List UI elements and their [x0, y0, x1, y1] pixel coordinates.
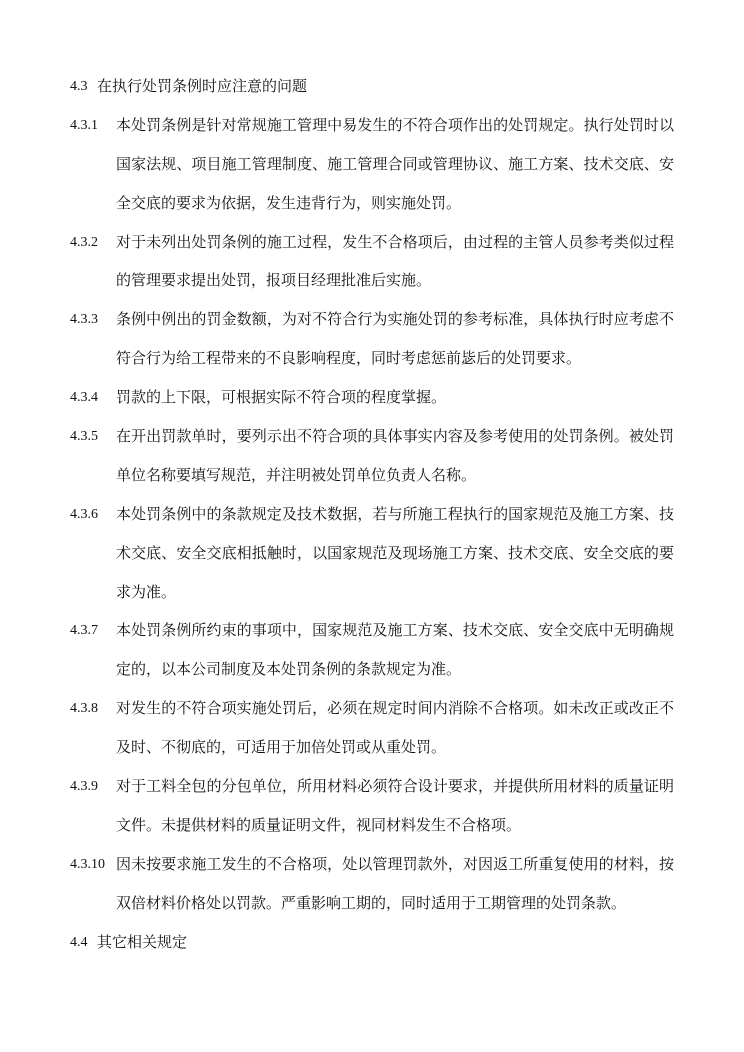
clause-text: 在执行处罚条例时应注意的问题: [97, 79, 308, 95]
clause-text: 单位名称要填写规范，并注明被处罚单位负责人名称。: [116, 467, 477, 484]
clause-text: 在开出罚款单时，要列示出不符合项的具体事实内容及参考使用的处罚条例。被处罚: [116, 429, 674, 446]
clause-line: [70, 309, 674, 348]
section-heading: [70, 932, 674, 971]
clause-number: 4.3.9: [70, 779, 98, 795]
clause-line: [70, 426, 674, 465]
clause-text: 其它相关规定: [97, 934, 188, 951]
clause-line: [70, 659, 674, 698]
document-body: [70, 76, 674, 970]
clause-line: [70, 193, 674, 232]
clause-line: [70, 582, 674, 621]
clause-text: 求为准。: [116, 584, 177, 601]
clause-line: [70, 270, 674, 309]
clause-line: [70, 232, 674, 271]
clause-line: [70, 737, 674, 776]
clause-line: [70, 854, 674, 893]
clause-line: [70, 115, 674, 154]
clause-text: 的管理要求提出处罚，报项目经理批准后实施。: [116, 273, 432, 290]
clause-line: [70, 348, 674, 387]
clause-line: [70, 543, 674, 582]
clause-number: 4.3.2: [70, 234, 98, 250]
clause-line: [70, 893, 674, 932]
clause-number: 4.3.8: [70, 701, 98, 717]
clause-text: 本处罚条例所约束的事项中，国家规范及施工方案、技术交底、安全交底中无明确规: [116, 623, 674, 640]
clause-text: 对发生的不符合项实施处罚后，必须在规定时间内消除不合格项。如未改正或改正不: [116, 701, 674, 718]
clause-text: 术交底、安全交底相抵触时，以国家规范及现场施工方案、技术交底、安全交底的要: [116, 545, 674, 562]
clause-number: 4.3.3: [70, 312, 98, 328]
clause-text: 全交底的要求为依据，发生违背行为，则实施处罚。: [116, 195, 462, 212]
clause-text: 定的，以本公司制度及本处罚条例的条款规定为准。: [116, 662, 462, 679]
clause-number: 4.3: [70, 79, 88, 94]
clause-line: [70, 387, 674, 426]
clause-line: [70, 504, 674, 543]
clause-text: 本处罚条例是针对常规施工管理中易发生的不符合项作出的处罚规定。执行处罚时以: [116, 117, 674, 134]
clause-text: 及时、不彻底的，可适用于加倍处罚或从重处罚。: [116, 740, 447, 757]
clause-text: 对于未列出处罚条例的施工过程，发生不合格项后，由过程的主管人员参考类似过程: [116, 234, 674, 251]
clause-text: 符合行为给工程带来的不良影响程度，同时考虑惩前毖后的处罚要求。: [116, 351, 582, 368]
clause-line: [70, 620, 674, 659]
clause-number: 4.3.10: [70, 856, 105, 872]
clause-text: 文件。未提供材料的质量证明文件，视同材料发生不合格项。: [116, 817, 522, 834]
clause-text: 因未按要求施工发生的不合格项，处以管理罚款外，对因返工所重复使用的材料，按: [116, 856, 674, 873]
clause-line: [70, 776, 674, 815]
clause-number: 4.4: [70, 934, 88, 950]
clause-line: [70, 154, 674, 193]
clause-text: 国家法规、项目施工管理制度、施工管理合同或管理协议、施工方案、技术交底、安: [116, 156, 674, 173]
section-heading: [70, 76, 674, 115]
clause-line: [70, 698, 674, 737]
clause-text: 条例中例出的罚金数额，为对不符合行为实施处罚的参考标准，具体执行时应考虑不: [116, 312, 674, 329]
clause-number: 4.3.5: [70, 429, 98, 445]
clause-text: 双倍材料价格处以罚款。严重影响工期的，同时适用于工期管理的处罚条款。: [116, 895, 627, 912]
clause-text: 对于工料全包的分包单位，所用材料必须符合设计要求，并提供所用材料的质量证明: [116, 779, 674, 796]
clause-number: 4.3.6: [70, 506, 98, 522]
clause-line: [70, 815, 674, 854]
clause-number: 4.3.4: [70, 390, 98, 406]
clause-number: 4.3.7: [70, 623, 98, 639]
clause-line: [70, 465, 674, 504]
clause-text: 本处罚条例中的条款规定及技术数据，若与所施工程执行的国家规范及施工方案、技: [116, 506, 674, 523]
clause-number: 4.3.1: [70, 117, 98, 133]
clause-text: 罚款的上下限，可根据实际不符合项的程度掌握。: [116, 390, 447, 407]
